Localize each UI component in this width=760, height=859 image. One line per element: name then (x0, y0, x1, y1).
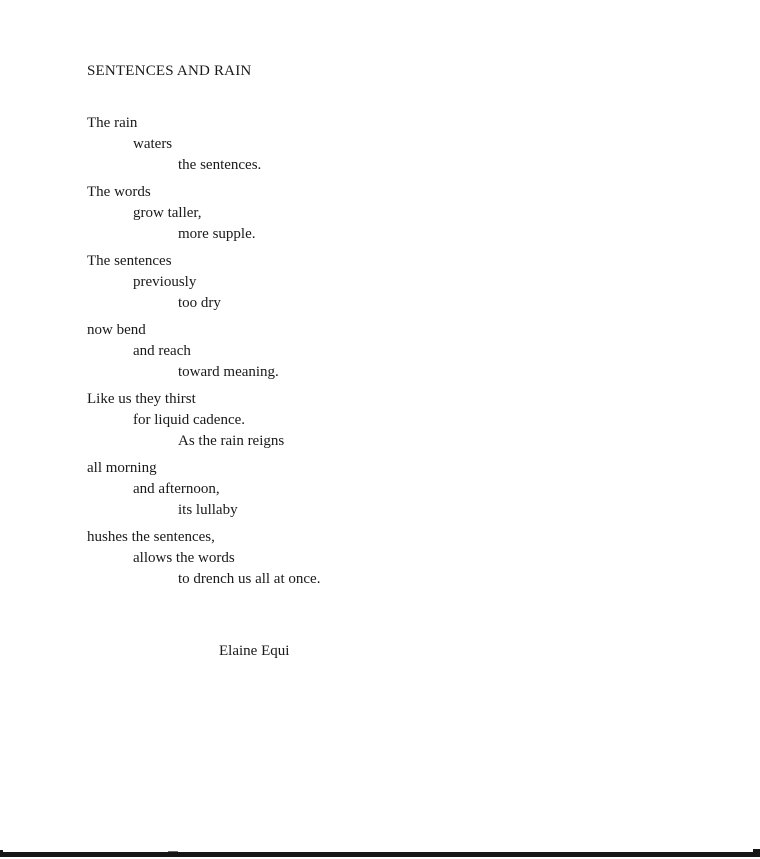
poem-line: now bend (87, 322, 146, 338)
bottom-bar-right-nub (753, 849, 760, 852)
poem-title: SENTENCES AND RAIN (87, 63, 252, 79)
bottom-bar-mid-nub (168, 851, 178, 852)
poem-line: too dry (178, 295, 221, 311)
poem-line: its lullaby (178, 502, 238, 518)
poem-line: The sentences (87, 253, 172, 269)
poem-line: the sentences. (178, 157, 262, 173)
poem-line: and reach (133, 343, 191, 359)
poem-line: to drench us all at once. (178, 571, 321, 587)
stanza-3 (87, 251, 320, 314)
poem-line: As the rain reigns (178, 433, 285, 449)
poem-line: more supple. (178, 226, 256, 242)
stanza-6 (87, 458, 320, 521)
stanza-4 (87, 320, 320, 383)
poem-line: grow taller, (133, 205, 202, 221)
poem-line: waters (133, 136, 173, 152)
stanza-2 (87, 182, 320, 245)
stanza-7 (87, 527, 320, 590)
poem-line: toward meaning. (178, 364, 279, 380)
stanza-5 (87, 389, 320, 452)
poem-line: allows the words (133, 550, 235, 566)
poem-line: all morning (87, 460, 157, 476)
poem-line: previously (133, 274, 197, 290)
poem-line: The words (87, 184, 151, 200)
poem-author: Elaine Equi (219, 643, 290, 659)
poem (87, 61, 320, 662)
poem-line: hushes the sentences, (87, 529, 215, 545)
poem-line: for liquid cadence. (133, 412, 246, 428)
bottom-edge-bar (0, 852, 760, 857)
poem-line: The rain (87, 115, 138, 131)
bottom-bar-left-nub (0, 850, 3, 852)
poem-line: Like us they thirst (87, 391, 196, 407)
stanza-1 (87, 113, 320, 176)
poem-line: and afternoon, (133, 481, 220, 497)
